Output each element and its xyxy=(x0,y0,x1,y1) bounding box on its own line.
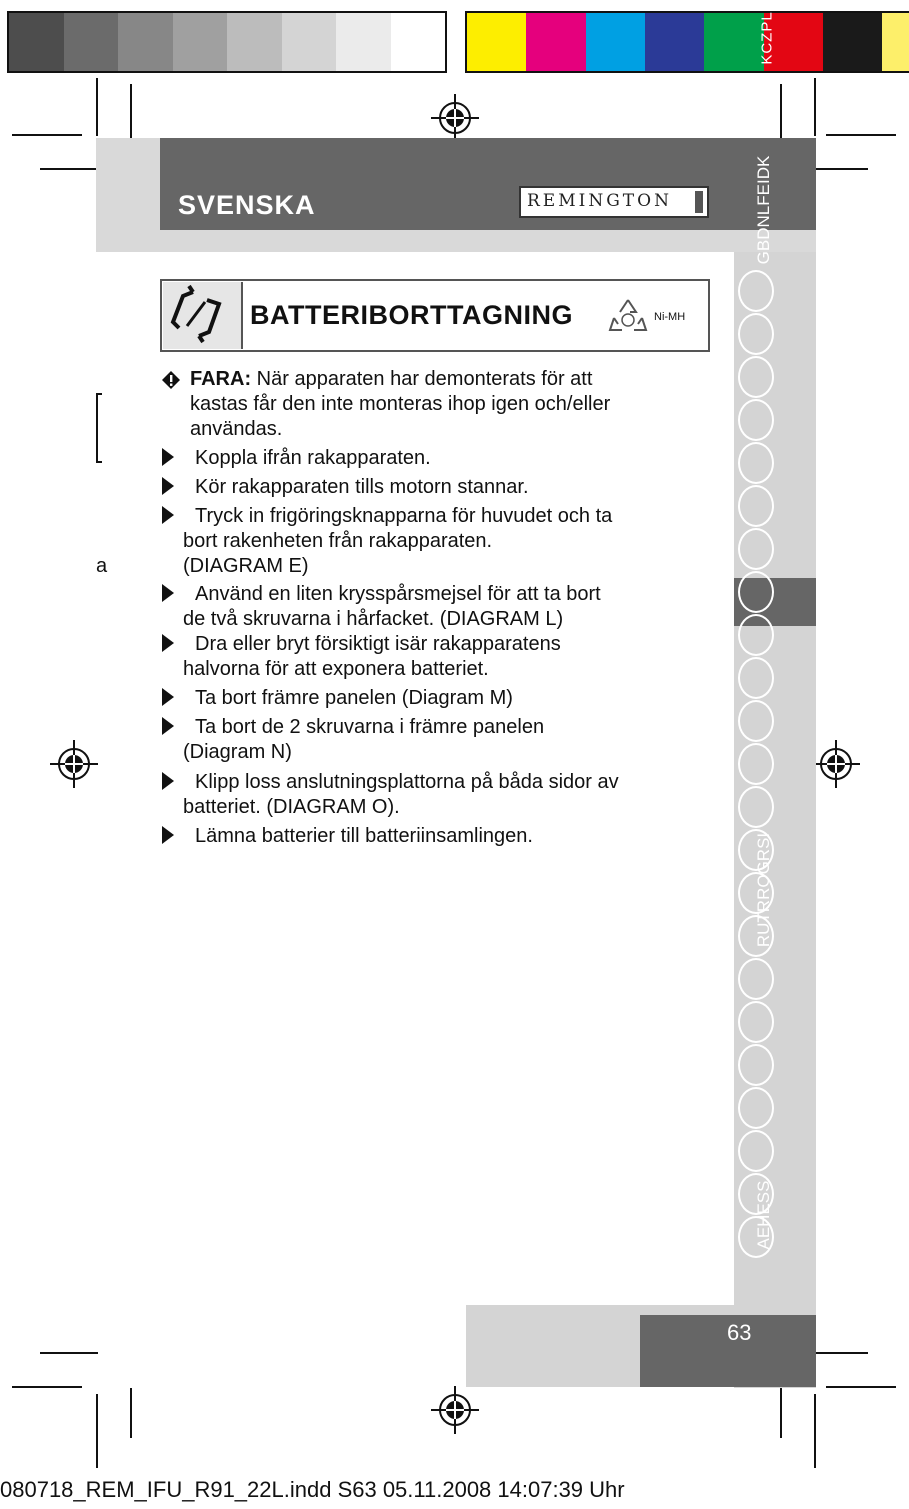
bleed-bracket xyxy=(96,393,98,463)
bleed-bracket xyxy=(96,461,102,463)
crop-mark xyxy=(12,134,82,136)
crop-mark xyxy=(40,168,98,170)
warning-line: användas. xyxy=(190,418,283,440)
bullet-icon xyxy=(162,688,174,706)
step-line: Dra eller bryt försiktigt isär rakapparatens xyxy=(195,633,561,655)
crop-mark xyxy=(12,1386,82,1388)
warning-line: kastas får den inte monteras ihop igen och/eller xyxy=(190,393,611,415)
registration-mark-icon xyxy=(50,740,98,788)
side-tab-bottom: AEHESS xyxy=(754,1180,773,1250)
bullet-icon xyxy=(162,506,174,524)
recycle-icon xyxy=(606,296,650,336)
step-line: Lämna batterier till batteriinsamlingen. xyxy=(195,825,533,847)
step-line: Ta bort främre panelen (Diagram M) xyxy=(195,687,513,709)
nimh-badge: Ni-MH xyxy=(654,311,686,323)
crop-mark xyxy=(814,78,816,136)
warning-label: FARA: xyxy=(190,368,252,390)
step-line: de två skruvarna i hårfacket. (DIAGRAM L) xyxy=(183,608,564,630)
gray-ramp-bar xyxy=(7,11,447,73)
step-line: Koppla ifrån rakapparaten. xyxy=(195,447,431,469)
bullet-icon xyxy=(162,477,174,495)
crop-mark xyxy=(130,84,132,142)
crop-mark xyxy=(40,1352,98,1354)
step-line: (Diagram N) xyxy=(183,741,292,763)
crop-mark xyxy=(130,1388,132,1438)
crop-mark xyxy=(96,1394,98,1468)
language-title: SVENSKA xyxy=(178,190,316,220)
bullet-icon xyxy=(162,772,174,790)
registration-mark-icon xyxy=(812,740,860,788)
step-line: halvorna för att exponera batteriet. xyxy=(183,658,489,680)
color-bar-label: KCZPL xyxy=(758,11,776,65)
warning-icon xyxy=(161,370,181,390)
language-ovals xyxy=(734,270,780,1259)
bullet-icon xyxy=(162,448,174,466)
crop-mark xyxy=(814,1394,816,1468)
crop-mark xyxy=(816,1352,868,1354)
step-line: Använd en liten krysspårsmejsel för att ta bort xyxy=(195,583,601,605)
step-line: Kör rakapparaten tills motorn stannar. xyxy=(195,476,529,498)
crop-mark xyxy=(826,1386,896,1388)
page-number: 63 xyxy=(727,1320,752,1345)
crop-mark xyxy=(96,78,98,136)
crop-mark xyxy=(816,168,868,170)
margin-letter: a xyxy=(96,555,108,577)
step-line: batteriet. (DIAGRAM O). xyxy=(183,796,400,818)
bleed-bracket xyxy=(96,393,102,395)
process-color-bar xyxy=(465,11,909,73)
remington-logo: REMINGTON xyxy=(519,186,709,218)
side-tab-middle: RUTRROGRSI xyxy=(754,832,773,948)
step-line: Tryck in frigöringsknapparna för huvudet och ta xyxy=(195,505,613,527)
crop-mark xyxy=(780,1388,782,1438)
bullet-icon xyxy=(162,634,174,652)
step-line: Ta bort de 2 skruvarna i främre panelen xyxy=(195,716,545,738)
section-title: BATTERIBORTTAGNING xyxy=(250,300,573,330)
battery-removal-icon xyxy=(163,282,243,349)
side-tab-top: GBDNLFEIDK xyxy=(754,155,773,265)
bullet-icon xyxy=(162,826,174,844)
bullet-icon xyxy=(162,584,174,602)
crop-mark xyxy=(780,84,782,142)
registration-mark-icon xyxy=(431,1386,479,1434)
bullet-icon xyxy=(162,717,174,735)
print-slug: 080718_REM_IFU_R91_22L.indd S63 05.11.2008 14:07:39 Uhr xyxy=(0,1477,625,1502)
step-line: (DIAGRAM E) xyxy=(183,555,309,577)
header-underline xyxy=(96,230,816,252)
step-line: bort rakenheten från rakapparaten. xyxy=(183,530,493,552)
registration-mark-icon xyxy=(431,94,479,142)
step-line: Klipp loss anslutningsplattorna på båda sidor av xyxy=(195,771,619,793)
warning-text xyxy=(190,367,592,392)
crop-mark xyxy=(826,134,896,136)
warning-line: När apparaten har demonterats för att xyxy=(256,368,593,390)
